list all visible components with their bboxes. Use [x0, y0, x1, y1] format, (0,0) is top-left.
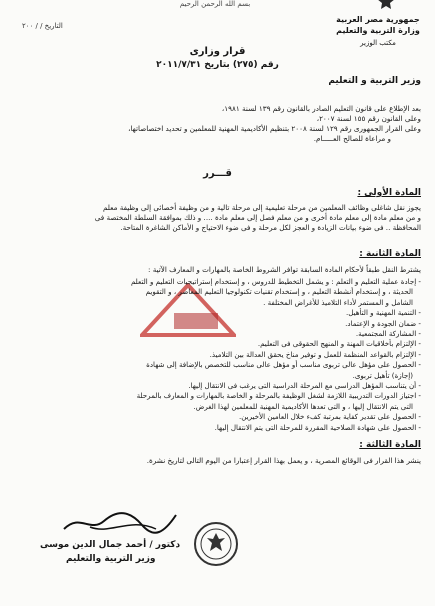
list-item: - اجتياز الدورات التدريبية اللازمة لشغل الوظيفة بالمرحلة و الخاصة بالمهارات و المعارف بالمرحلة: [11, 391, 421, 401]
date-field: التاريخ / / ٢٠٠: [22, 22, 63, 30]
article-2-intro: يشترط النقل طبقاً لأحكام المادة السابقة توافر الشروط الخاصة بالمهارات و المعارف الآتية :: [148, 265, 421, 274]
signature-icon: [60, 507, 180, 537]
list-item: - الإلتزام بأخلاقيات المهنة و المنهج الحقوقى فى التعليم.: [11, 339, 421, 349]
official-seal-icon: [192, 520, 240, 568]
article-1-line: يجوز نقل شاغلى وظائف المعلمين من مرحلة تعليمية إلى مرحلة تالية و من وظيفة أخصائى إلى وظيفة معلم: [103, 203, 421, 212]
list-item: - ضمان الجودة و الإعتماد.: [11, 319, 421, 329]
article-1-heading: المادة الأولى :: [357, 188, 421, 198]
org-line-3: مكتب الوزير: [360, 39, 396, 47]
list-item-cont: الحديثة ، و إستخدام أنشطة التعليم ، و إستخدام تقنيات تكنولوجيا التعليم المعاصر ، و التقويم: [145, 287, 413, 297]
list-item-cont: التى يتم الانتقال إليها ، و التى تعدها الأكاديمية المهنية للمعلمين لهذا الغرض.: [193, 401, 413, 411]
article-2-items: [11, 277, 421, 433]
minister-heading: وزير التربية و التعليم: [328, 76, 421, 86]
list-item: - أن يتناسب المؤهل الدراسى مع المرحلة الدراسية التى يرغب فى الانتقال إليها.: [11, 381, 421, 391]
article-3-heading: المادة الثالثة :: [359, 440, 421, 450]
list-item: - إجادة عملية التعليم و التعلم : و يشمل التخطيط للدروس ، و إستخدام إستراتيجيات التعليم و التعلم: [11, 277, 421, 287]
article-1-text: [16, 203, 421, 233]
article-1-line: المحافظة .. فى ضوء بيانات الزيادة و العجز لكل مرحلة و فى ضوء الاحتياج و الأماكن الشاغرة المتاحة.: [120, 223, 421, 232]
preamble-line: بعد الإطلاع على قانون التعليم الصادر بالقانون رقم ١٣٩ لسنة ١٩٨١،: [221, 104, 421, 113]
preamble-line: و مراعاة للصالح العـــــام.: [313, 134, 391, 143]
org-line-1: جمهورية مصر العربية: [336, 15, 420, 24]
ministry-header: [333, 2, 423, 49]
article-1-line: و من معلم مادة إلى معلم مادة أخرى و من معلم فصل إلى معلم مادة .... و ذلك بموافقة السلطة المختصة فى: [94, 213, 421, 222]
list-item: - الحصول على تقدير كفاية بمرتبة كفء خلال العامين الأخيرين.: [11, 412, 421, 422]
list-item: - الإلتزام بالقواعد المنظمة للعمل و توفير مناخ يحقق العدالة بين التلاميذ.: [11, 350, 421, 360]
signatory-role: وزير التربية والتعليم: [66, 554, 156, 564]
list-item-cont: (إجازة) تأهيل تربوى.: [352, 370, 413, 380]
decree-title: قرار وزارى: [189, 46, 246, 57]
decree-number: رقم (٢٧٥) بتاريخ ٢٠١١/٧/٣١: [156, 60, 279, 70]
org-line-2: وزارة التربية والتعليم: [336, 26, 420, 35]
article-3-text: ينشر هذا القرار فى الوقائع المصرية ، و يعمل بهذا القرار إعتبارا من اليوم التالى لتاريخ نشرة.: [146, 456, 421, 465]
signatory-name: دكتور / أحمد جمال الدين موسى: [40, 540, 181, 550]
list-item-cont: الشامل و المستمر لأداء التلاميذ للأغراض المختلفة .: [263, 297, 413, 307]
list-item: - التنمية المهنية و التأهيل.: [11, 308, 421, 318]
article-2-heading: المادة الثانية :: [359, 249, 421, 259]
list-item: - الحصول على شهادة الصلاحية المقررة للمرحلة التى يتم الانتقال إليها.: [11, 423, 421, 433]
preamble-line: وعلى القرار الجمهورى رقم ١٢٩ لسنة ٢٠٠٨ بتنظيم الأكاديمية المهنية للمعلمين و تحديد اختصاصاتها،: [128, 124, 421, 133]
preamble-line: وعلى القانون رقم ١٥٥ لسنة ٢٠٠٧،: [316, 114, 421, 123]
list-item: - الحصول على مؤهل عالى تربوى مناسب أو مؤهل عالى مناسب للتخصص بالإضافة إلى شهادة: [11, 360, 421, 370]
basmala: بسم الله الرحمن الرحيم: [179, 0, 251, 8]
list-item: - المشاركة المجتمعية.: [11, 329, 421, 339]
preamble: [16, 104, 421, 144]
decides-heading: قـــرر: [203, 168, 232, 179]
